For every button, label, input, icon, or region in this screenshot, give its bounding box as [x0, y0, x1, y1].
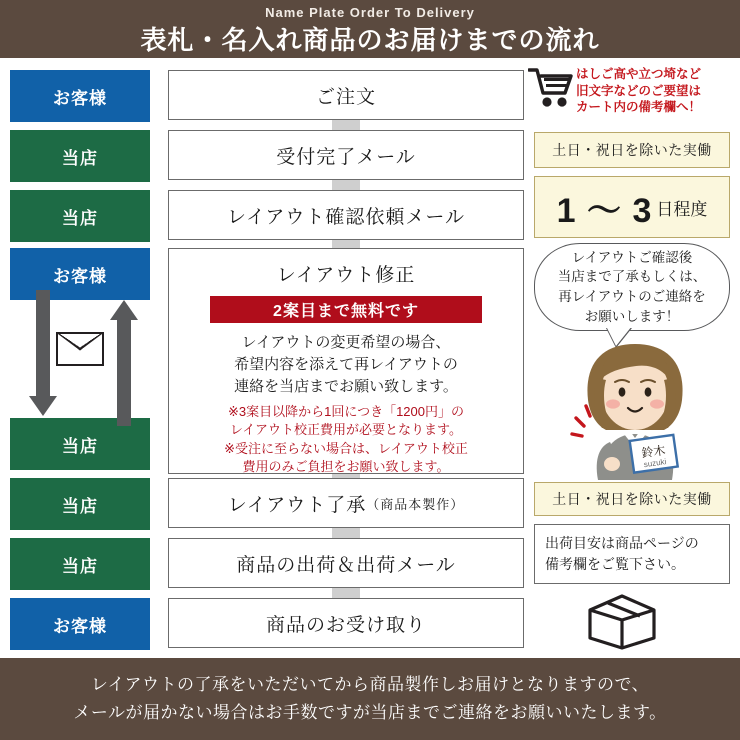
revision-body — [169, 332, 523, 397]
header-subtitle: Name Plate Order To Delivery — [265, 5, 475, 20]
role-label-layout-revision: お客様 — [10, 248, 150, 300]
package-box-icon — [586, 592, 658, 650]
revision-free-badge: 2案目まで無料です — [210, 296, 482, 323]
revision-note — [169, 403, 523, 476]
step-shipping: 商品の出荷＆出荷メール — [168, 538, 524, 588]
role-label-receipt-mail: 当店 — [10, 130, 150, 182]
revision-note-line2: レイアウト校正費用が必要となります。 — [230, 422, 462, 438]
loop-arrow-up-shaft — [117, 318, 131, 426]
role-label-order: お客様 — [10, 70, 150, 122]
working-days-label-2: 土日・祝日を除いた実働 — [534, 482, 730, 516]
page-title: 表札・名入れ商品のお届けまでの流れ — [140, 25, 600, 55]
role-label-receive: お客様 — [10, 598, 150, 650]
footer-line-1: レイアウトの了承をいただいてから商品製作しお届けとなりますので、 — [90, 674, 650, 694]
speech-bubble — [534, 243, 730, 331]
cart-note-line3: カート内の備考欄へ！ — [576, 100, 702, 115]
revision-body-line2: 希望内容を添えて再レイアウトの — [234, 355, 458, 373]
revision-body-line1: レイアウトの変更希望の場合、 — [241, 334, 451, 351]
bubble-line4: お願いします！ — [584, 308, 680, 324]
step-receipt-mail: 受付完了メール — [168, 130, 524, 180]
revision-block — [168, 248, 524, 474]
role-label-layout-request-mail: 当店 — [10, 190, 150, 242]
step-layout-approved — [168, 478, 524, 528]
role-label-layout-approved: 当店 — [10, 478, 150, 530]
revision-note-line1: ※3案目以降から1回につき「1200円」の — [227, 404, 464, 420]
revision-note-line3: ※受注に至らない場合は、レイアウト校正 — [224, 440, 468, 456]
shipping-note-line1: 出荷目安は商品ページの — [545, 535, 699, 551]
lead-time-box — [534, 176, 730, 238]
staff-illustration — [540, 330, 730, 480]
cart-note-line1: はしご高や立つ埼など — [576, 67, 702, 81]
cart-note-line2: 旧文字などのご要望は — [576, 83, 702, 98]
lead-time-unit: 日程度 — [656, 199, 708, 219]
step-receive: 商品のお受け取り — [168, 598, 524, 648]
cart-icon — [528, 66, 574, 110]
loop-arrow-up-head — [110, 300, 138, 320]
role-label-shipping: 当店 — [10, 538, 150, 590]
mail-icon — [56, 332, 104, 366]
name-card-text: 鈴木 — [640, 443, 667, 461]
loop-arrow-down-head — [29, 396, 57, 416]
shipping-note-line2: 備考欄をご覧下さい。 — [545, 556, 685, 572]
bubble-line2: 当店まで了承もしくは、 — [557, 269, 707, 285]
working-days-label-1: 土日・祝日を除いた実働 — [534, 132, 730, 168]
bubble-line3: 再レイアウトのご連絡を — [558, 289, 706, 304]
header — [0, 0, 740, 58]
step-order: ご注文 — [168, 70, 524, 120]
step-layout-approved-sublabel: （商品本製作） — [366, 496, 465, 512]
revision-note-line4: 費用のみご負担をお願い致します。 — [242, 458, 450, 474]
lead-time-number: 1 ～ 3 — [556, 191, 653, 230]
cart-note-text — [576, 66, 734, 116]
loop-arrow-down-shaft — [36, 290, 50, 400]
footer-line-2: メールが届かない場合はお手数ですが当店までご連絡をお願いいたします。 — [73, 703, 667, 722]
step-layout-approved-label: レイアウト了承 — [227, 494, 367, 516]
revision-title: レイアウト修正 — [276, 265, 416, 286]
role-label-loop-shop: 当店 — [10, 418, 150, 470]
shipping-note — [534, 524, 730, 584]
cart-note-area — [528, 66, 734, 114]
revision-body-line3: 連絡を当店までお願い致します。 — [234, 377, 458, 395]
step-layout-request-mail: レイアウト確認依頼メール — [168, 190, 524, 240]
name-card-sub: suzuki — [643, 457, 667, 470]
footer — [0, 658, 740, 740]
bubble-line1: レイアウトご確認後 — [571, 249, 693, 265]
